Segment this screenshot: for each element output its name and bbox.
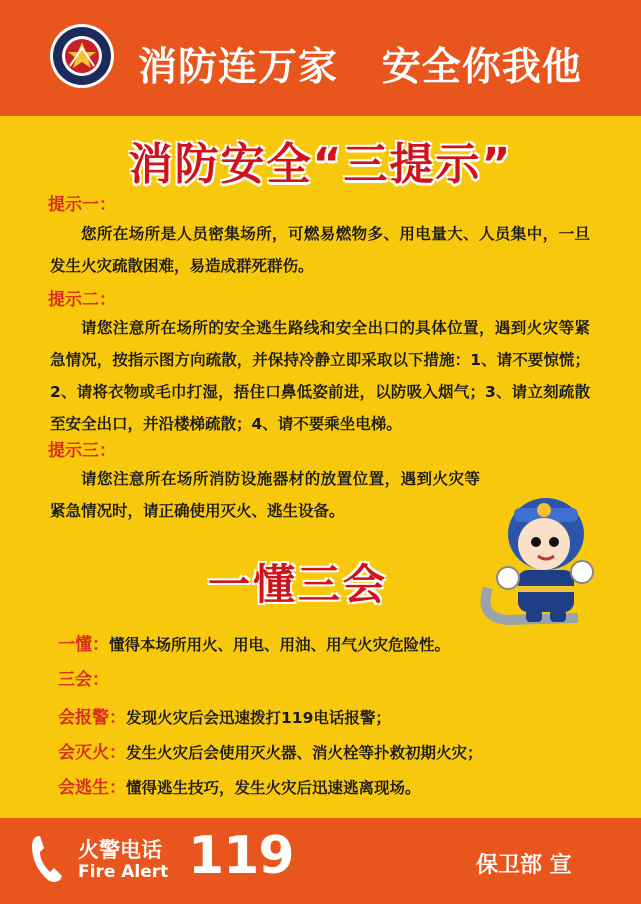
section-title: 一懂三会 xyxy=(208,560,389,609)
tip-1-label: 提示一： xyxy=(48,195,116,215)
item-report-alarm xyxy=(58,703,391,728)
tip-2-text: 请您注意所在场所的安全逃生路线和安全出口的具体位置，遇到火灾等紧急情况，按指示图方向疏散，并保持冷静立即采取以下措施：1、请不要惊慌；2、请将衣物或毛巾打湿，捂住口鼻低姿前进，以防吸入烟气；3、请立刻疏散至安全出口，并沿楼梯疏散；4、请不要乘坐电梯。 xyxy=(50,319,590,433)
item-label: 三会： xyxy=(58,670,109,690)
tip-2-label: 提示二： xyxy=(48,290,116,310)
item-label: 会逃生： xyxy=(58,778,126,798)
item-text: 懂得逃生技巧，发生火灾后迅速逃离现场。 xyxy=(126,779,421,797)
fire-rescue-emblem-icon xyxy=(48,22,116,90)
fire-alarm-number: 119 xyxy=(188,826,294,886)
fire-alarm-label: 火警电话 xyxy=(78,838,162,862)
tip-1-text: 您所在场所是人员密集场所，可燃易燃物多、用电量大、人员集中，一旦发生火灾疏散困难，易造成群死群伤。 xyxy=(50,225,590,275)
slogan: 消防连万家 安全你我他 xyxy=(138,45,582,90)
item-label: 会报警： xyxy=(58,708,126,728)
item-text: 懂得本场所用火、用电、用油、用气火灾危险性。 xyxy=(109,636,451,654)
page-title: 消防安全“三提示” xyxy=(128,139,513,190)
item-one-understand xyxy=(58,630,450,655)
item-text: 发生火灾后会使用灭火器、消火栓等扑救初期火灾； xyxy=(126,744,483,762)
tip-3-label: 提示三： xyxy=(48,441,116,461)
tip-3-text: 请您注意所在场所消防设施器材的放置位置，遇到火灾等紧急情况时，请正确使用灭火、逃生设备。 xyxy=(50,470,480,520)
item-text: 发现火灾后会迅速拨打119电话报警； xyxy=(126,709,391,727)
item-label: 一懂： xyxy=(58,635,109,655)
phone-icon xyxy=(30,832,66,886)
item-three-abilities xyxy=(58,665,109,690)
fire-alarm-label-en: Fire Alert xyxy=(78,862,169,882)
firefighter-mascot-icon xyxy=(478,488,608,628)
item-label: 会灭火： xyxy=(58,743,126,763)
item-extinguish-fire xyxy=(58,738,483,763)
item-escape xyxy=(58,773,421,798)
issuer: 保卫部 宣 xyxy=(476,853,572,878)
